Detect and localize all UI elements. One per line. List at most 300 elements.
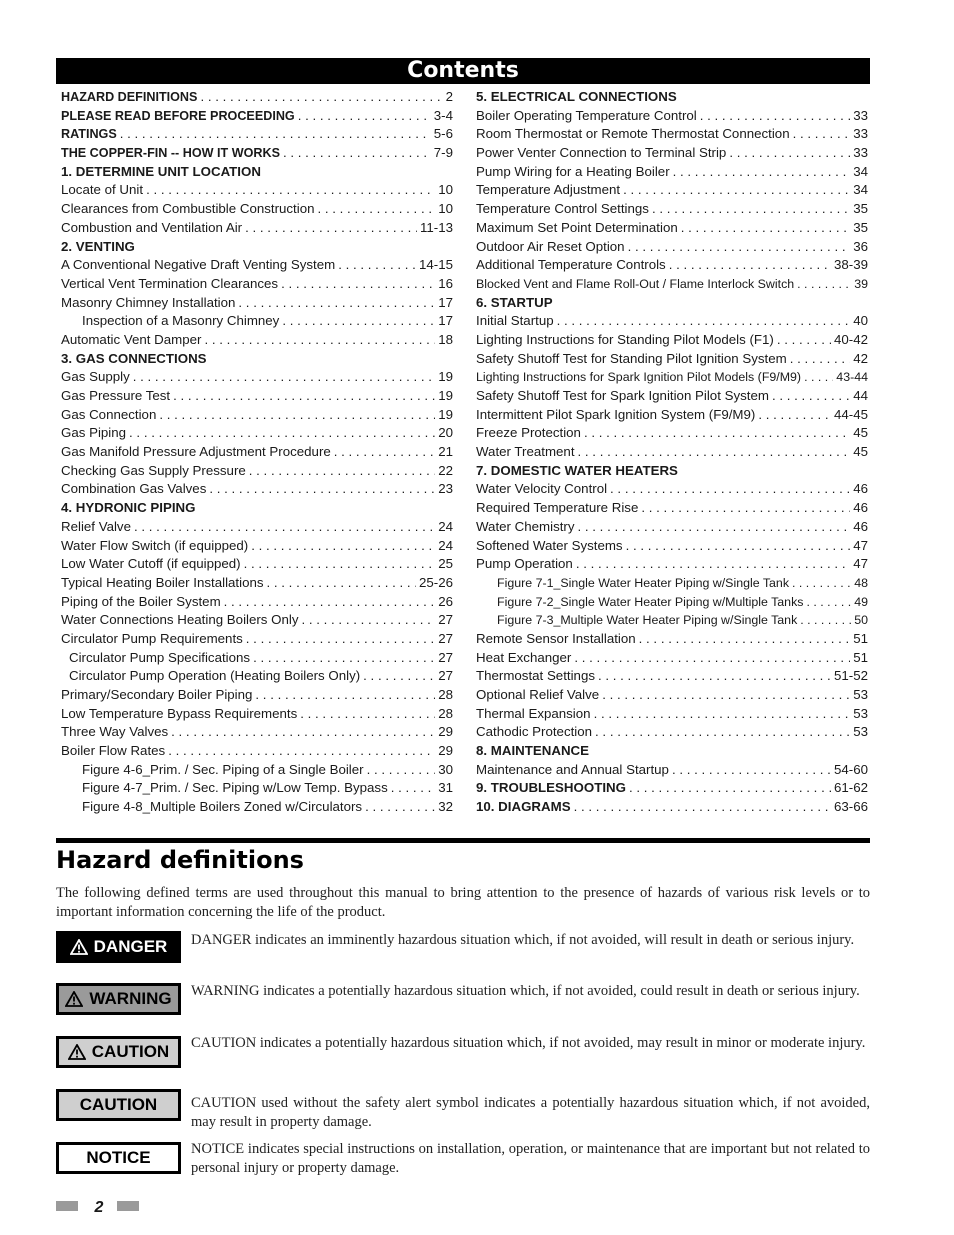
toc-leader-dots [673,163,851,182]
toc-entry [61,200,453,219]
toc-leader-dots [129,424,435,443]
toc-entry [476,368,868,387]
caution-definition: CAUTION used without the safety alert symbol indicates a potentially hazardous situation which, if not avoided, may result in property damage. [191,1095,870,1130]
toc-entry-title: Inspection of a Masonry Chimney [82,313,280,329]
toc-entry-page: 24 [438,537,453,553]
toc-entry-title: Three Way Valves [61,724,169,740]
toc-entry [476,555,868,574]
toc-entry-title: Safety Shutoff Test for Standing Pilot Ignition System [476,350,787,366]
toc-leader-dots [363,667,435,686]
toc-entry [61,537,453,556]
toc-entry-title: Circulator Pump Specifications [69,649,251,665]
toc-entry-title: Optional Relief Valve [476,687,600,702]
toc-entry-page: 53 [853,724,868,740]
toc-entry-title: Gas Supply [61,369,130,385]
toc-leader-dots [681,462,865,481]
toc-entry [476,667,868,686]
toc-entry-title: Temperature Adjustment [476,182,621,198]
toc-leader-dots [267,574,416,593]
toc-entry [61,424,453,443]
toc-entry-title: Figure 7-2_Single Water Heater Piping w/Multiple Tanks [497,594,804,609]
toc-right-column [476,88,868,817]
toc-leader-dots [595,723,850,742]
toc-entry-title: Clearances from Combustible Construction [61,201,315,217]
toc-entry-title: RATINGS [61,127,117,142]
toc-leader-dots [209,480,435,499]
toc-entry-page: 20 [438,425,453,441]
toc-entry [61,163,453,182]
toc-entry [61,499,453,518]
toc-entry [61,443,453,462]
warning-label [56,983,181,1015]
toc-entry [61,387,453,406]
toc-leader-dots [641,499,850,518]
hazard-title: Hazard definitions [56,846,304,874]
toc-entry-title: Thermal Expansion [476,705,591,721]
toc-entry-page: 44 [853,388,868,403]
toc-entry [61,630,453,649]
toc-entry-title: Locate of Unit [61,182,144,198]
toc-leader-dots [574,649,850,668]
toc-entry-page: 40-42 [833,331,868,347]
toc-entry-title: Required Temperature Rise [476,500,639,516]
toc-entry-title: Circulator Pump Operation (Heating Boilers Only) [69,668,361,684]
toc-entry-page: 34 [853,182,868,198]
toc-leader-dots [639,630,851,649]
toc-entry-title: PLEASE READ BEFORE PROCEEDING [61,108,295,123]
toc-leader-dots [777,331,831,350]
toc-entry [476,107,868,126]
toc-entry-page: 33 [853,145,868,161]
toc-entry [61,705,453,724]
toc-entry [61,742,453,761]
toc-entry [61,107,453,126]
toc-leader-dots [592,742,865,761]
toc-entry-page: 50 [854,613,868,628]
toc-leader-dots [138,238,450,257]
toc-entry-page: 29 [438,743,453,759]
toc-entry-page: 27 [438,649,453,665]
toc-entry [476,649,868,668]
toc-entry-title: Blocked Vent and Flame Roll-Out / Flame Interlock Switch [476,276,795,291]
toc-leader-dots [797,275,851,294]
toc-entry [476,144,868,163]
toc-entry [61,593,453,612]
toc-entry-title: Remote Sensor Installation [476,630,636,646]
toc-entry-page: 19 [438,388,453,403]
toc-entry-title: Low Temperature Bypass Requirements [61,705,298,721]
toc-entry [61,555,453,574]
toc-entry-title: Figure 7-3_Multiple Water Heater Piping w/Single Tank [497,613,798,628]
toc-leader-dots [652,200,850,219]
toc-entry-page: 18 [438,331,453,347]
toc-entry [61,275,453,294]
toc-entry [476,312,868,331]
toc-entry [61,723,453,742]
toc-leader-dots [681,219,850,238]
toc-leader-dots [669,256,831,275]
toc-entry [476,798,868,817]
toc-entry [476,88,868,107]
toc-entry-page: 53 [853,705,868,721]
toc-entry-page: 51 [853,649,868,665]
toc-entry-page: 33 [853,126,868,142]
toc-entry-title: 10. DIAGRAMS [476,799,571,815]
toc-leader-dots [806,593,851,612]
toc-entry-title: Pump Wiring for a Heating Boiler [476,163,670,179]
toc-entry-title: 4. HYDRONIC PIPING [61,500,196,516]
toc-entry-title: Combustion and Ventilation Air [61,219,243,235]
toc-entry-title: HAZARD DEFINITIONS [61,90,198,104]
toc-entry [61,462,453,481]
toc-leader-dots [594,705,851,724]
toc-entry-page: 16 [438,275,453,291]
toc-entry-title: Water Treatment [476,444,575,460]
toc-entry [476,705,868,724]
toc-entry-title: Power Venter Connection to Terminal Strip [476,145,727,161]
toc-entry-title: 6. STARTUP [476,294,553,310]
toc-entry-title: Heat Exchanger [476,649,572,665]
toc-entry-page: 30 [438,761,453,777]
toc-leader-dots [578,443,851,462]
toc-entry-page: 2 [445,89,453,104]
toc-entry-title: Gas Pressure Test [61,388,171,403]
toc-entry [61,238,453,257]
toc-entry-title: Figure 4-7_Prim. / Sec. Piping w/Low Temp. Bypass [82,780,388,796]
toc-entry-title: 2. VENTING [61,238,135,254]
toc-entry [476,238,868,257]
toc-entry-page: 33 [853,107,868,123]
toc-leader-dots [255,686,435,705]
toc-entry-title: Water Flow Switch (if equipped) [61,537,249,553]
toc-entry [476,294,868,313]
toc-entry-page: 54-60 [833,761,868,777]
toc-leader-dots [249,462,435,481]
toc-entry-title: 3. GAS CONNECTIONS [61,350,207,366]
toc-leader-dots [245,219,417,238]
toc-entry [476,163,868,182]
toc-entry [476,611,868,630]
danger-label [56,931,181,963]
toc-entry [61,331,453,350]
toc-entry [476,537,868,556]
toc-leader-dots [251,537,435,556]
toc-entry [61,312,453,331]
toc-entry-page: 21 [438,444,453,460]
toc-leader-dots [120,125,431,144]
toc-entry [476,779,868,798]
toc-entry [61,686,453,705]
toc-entry-title: Figure 4-6_Prim. / Sec. Piping of a Single Boiler [82,761,364,777]
toc-entry-title: Gas Piping [61,425,127,441]
toc-leader-dots [602,686,850,705]
toc-entry-page: 17 [438,294,453,310]
toc-leader-dots [790,350,851,369]
toc-entry-title: Gas Manifold Pressure Adjustment Procedure [61,444,331,460]
toc-entry-page: 35 [853,219,868,235]
toc-entry-page: 40 [853,313,868,329]
contents-title: Contents [56,58,870,84]
toc-entry-title: 9. TROUBLESHOOTING [476,780,626,796]
caution-alert-label [56,1036,181,1068]
toc-entry-page: 38-39 [833,257,868,273]
toc-entry [61,667,453,686]
toc-entry [476,593,868,612]
danger-label-text: DANGER [93,937,168,956]
toc-entry-title: Figure 4-8_Multiple Boilers Zoned w/Circulators [82,799,363,815]
toc-leader-dots [338,256,416,275]
toc-entry-page: 32 [438,799,453,815]
alert-triangle-icon [70,939,88,955]
toc-leader-dots [700,107,850,126]
notice-label [56,1142,181,1174]
toc-entry-page: 19 [438,369,453,385]
toc-entry-page: 43-44 [836,370,868,385]
toc-entry [476,443,868,462]
toc-entry-title: Freeze Protection [476,425,581,441]
toc-entry-page: 46 [853,481,868,497]
toc-entry-page: 27 [438,668,453,684]
toc-entry [61,368,453,387]
toc-entry-page: 46 [853,500,868,516]
toc-entry-title: Maximum Set Point Determination [476,219,678,235]
toc-entry-title: Boiler Flow Rates [61,743,166,759]
toc-entry-page: 25-26 [418,574,453,590]
toc-entry-page: 36 [853,238,868,254]
toc-entry [61,518,453,537]
toc-leader-dots [173,387,435,406]
toc-entry-title: Initial Startup [476,313,554,329]
toc-entry [61,256,453,275]
toc-leader-dots [391,779,435,798]
toc-leader-dots [282,312,435,331]
toc-leader-dots [598,667,831,686]
page-marker-right [117,1201,139,1211]
toc-leader-dots [238,294,435,313]
toc-entry-page: 51-52 [833,668,868,684]
toc-entry [476,424,868,443]
caution-alert-label-text: CAUTION [91,1042,170,1061]
toc-entry-title: Typical Heating Boiler Installations [61,574,264,590]
warning-label-text: WARNING [89,989,172,1008]
toc-entry-page: 34 [853,163,868,179]
toc-entry-page: 26 [438,593,453,609]
toc-entry-page: 35 [853,201,868,217]
toc-leader-dots [729,144,850,163]
toc-entry-title: Circulator Pump Requirements [61,630,243,646]
toc-leader-dots [281,275,435,294]
toc-entry-title: Safety Shutoff Test for Spark Ignition Pilot System [476,388,769,403]
toc-entry [61,611,453,630]
toc-leader-dots [557,312,851,331]
toc-entry [476,125,868,144]
toc-leader-dots [629,779,831,798]
toc-leader-dots [626,537,851,556]
toc-entry-page: 27 [438,630,453,646]
toc-leader-dots [623,181,850,200]
toc-leader-dots [584,424,850,443]
toc-entry [61,761,453,780]
toc-entry-page: 14-15 [418,257,453,273]
toc-entry-page: 63-66 [833,799,868,815]
toc-leader-dots [224,593,436,612]
toc-entry-title: Water Connections Heating Boilers Only [61,612,299,628]
alert-triangle-icon [65,991,83,1007]
toc-entry-page: 45 [853,444,868,460]
toc-entry-title: Thermostat Settings [476,668,595,684]
toc-leader-dots [210,350,450,369]
toc-leader-dots [574,798,831,817]
toc-entry [476,219,868,238]
toc-entry [61,406,453,425]
toc-entry-title: Masonry Chimney Installation [61,294,236,310]
toc-entry-title: Boiler Operating Temperature Control [476,107,697,123]
toc-leader-dots [204,331,435,350]
toc-entry-page: 45 [853,425,868,441]
toc-left-column [61,88,453,817]
toc-entry [476,256,868,275]
toc-entry-title: Combination Gas Valves [61,481,207,497]
toc-leader-dots [793,125,851,144]
toc-leader-dots [772,387,850,406]
caution-label-text: CAUTION [79,1095,158,1114]
toc-entry [476,350,868,369]
toc-leader-dots [200,88,442,107]
toc-entry [476,181,868,200]
toc-leader-dots [283,144,431,163]
toc-leader-dots [628,238,851,257]
toc-entry-page: 22 [438,462,453,478]
toc-entry-title: 7. DOMESTIC WATER HEATERS [476,462,678,478]
warning-definition: WARNING indicates a potentially hazardous situation which, if not avoided, could result in death or serious injury. [191,983,860,999]
toc-leader-dots [301,611,435,630]
toc-entry-page: 10 [438,182,453,198]
hazard-intro: The following defined terms are used throughout this manual to bring attention to the presence of hazards of various risk levels or to important information concerning the life of the product. [56,885,870,920]
toc-entry-page: 17 [438,313,453,329]
toc-leader-dots [244,555,436,574]
toc-entry-page: 53 [853,687,868,702]
toc-entry [476,275,868,294]
toc-leader-dots [133,368,435,387]
toc-leader-dots [298,107,431,126]
toc-entry-title: Automatic Vent Damper [61,331,202,347]
toc-leader-dots [610,480,850,499]
toc-entry-page: 48 [854,575,868,590]
toc-entry-title: Softened Water Systems [476,537,623,553]
toc-entry-title: Room Thermostat or Remote Thermostat Connection [476,126,790,142]
toc-leader-dots [253,649,435,668]
toc-entry-title: Relief Valve [61,518,131,534]
toc-leader-dots [578,518,851,537]
toc-entry [476,480,868,499]
toc-entry [476,686,868,705]
toc-entry-page: 28 [438,687,453,702]
alert-triangle-icon [68,1044,86,1060]
toc-entry-page: 10 [438,201,453,217]
toc-entry [61,144,453,163]
toc-leader-dots [556,294,865,313]
toc-leader-dots [800,611,851,630]
toc-entry [61,649,453,668]
toc-entry-page: 27 [438,612,453,628]
notice-definition: NOTICE indicates special instructions on installation, operation, or maintenance that are important but not related to personal injury or property damage. [191,1141,870,1176]
toc-entry-title: Additional Temperature Controls [476,257,666,273]
toc-entry-title: Figure 7-1_Single Water Heater Piping w/Single Tank [497,575,790,590]
toc-entry-title: Water Velocity Control [476,481,608,497]
toc-entry-title: Low Water Cutoff (if equipped) [61,556,241,572]
toc-entry [476,723,868,742]
toc-entry-page: 47 [853,556,868,572]
toc-entry [61,181,453,200]
toc-entry [61,480,453,499]
toc-entry-title: Cathodic Protection [476,724,593,740]
toc-entry-page: 3-4 [433,107,453,123]
toc-leader-dots [318,200,436,219]
toc-leader-dots [804,368,833,387]
toc-entry-title: Vertical Vent Termination Clearances [61,275,279,291]
page-number: 2 [94,1199,104,1216]
toc-entry-page: 11-13 [419,219,453,235]
toc-leader-dots [792,574,851,593]
toc-leader-dots [168,742,435,761]
toc-entry [476,518,868,537]
toc-entry-title: Piping of the Boiler System [61,593,221,609]
toc-entry-title: Outdoor Air Reset Option [476,238,625,254]
toc-leader-dots [159,406,435,425]
toc-entry [61,294,453,313]
toc-entry-page: 29 [438,724,453,740]
notice-label-text: NOTICE [86,1148,151,1167]
page-marker-left [56,1201,78,1211]
toc-entry [61,88,453,107]
toc-leader-dots [246,630,435,649]
toc-entry-page: 39 [854,276,868,291]
toc-entry-title: A Conventional Negative Draft Venting System [61,257,336,273]
toc-leader-dots [365,798,435,817]
toc-entry [61,574,453,593]
toc-entry [61,350,453,369]
toc-leader-dots [672,761,831,780]
toc-entry-title: Maintenance and Annual Startup [476,761,669,777]
toc-leader-dots [680,88,865,107]
toc-entry-title: Lighting Instructions for Spark Ignition Pilot Models (F9/M9) [476,370,802,385]
toc-entry-title: Intermittent Pilot Spark Ignition System (F9/M9) [476,406,756,422]
toc-entry-page: 46 [853,518,868,534]
toc-leader-dots [334,443,435,462]
toc-entry-page: 7-9 [433,145,453,161]
toc-entry-title: Temperature Control Settings [476,201,649,217]
toc-entry-page: 19 [438,406,453,422]
toc-entry-page: 5-6 [433,126,453,142]
toc-entry-title: Gas Connection [61,406,157,422]
toc-leader-dots [367,761,436,780]
toc-leader-dots [758,406,831,425]
toc-leader-dots [171,723,435,742]
toc-entry [476,387,868,406]
toc-leader-dots [576,555,850,574]
toc-entry [476,761,868,780]
danger-definition: DANGER indicates an imminently hazardous situation which, if not avoided, will result in death or serious injury. [191,932,855,948]
toc-entry-page: 47 [853,537,868,553]
toc-leader-dots [146,181,435,200]
toc-entry [476,574,868,593]
toc-entry [476,630,868,649]
toc-entry [476,331,868,350]
toc-entry-title: Checking Gas Supply Pressure [61,462,246,478]
toc-entry [476,406,868,425]
toc-entry [61,219,453,238]
toc-entry-page: 25 [438,556,453,572]
